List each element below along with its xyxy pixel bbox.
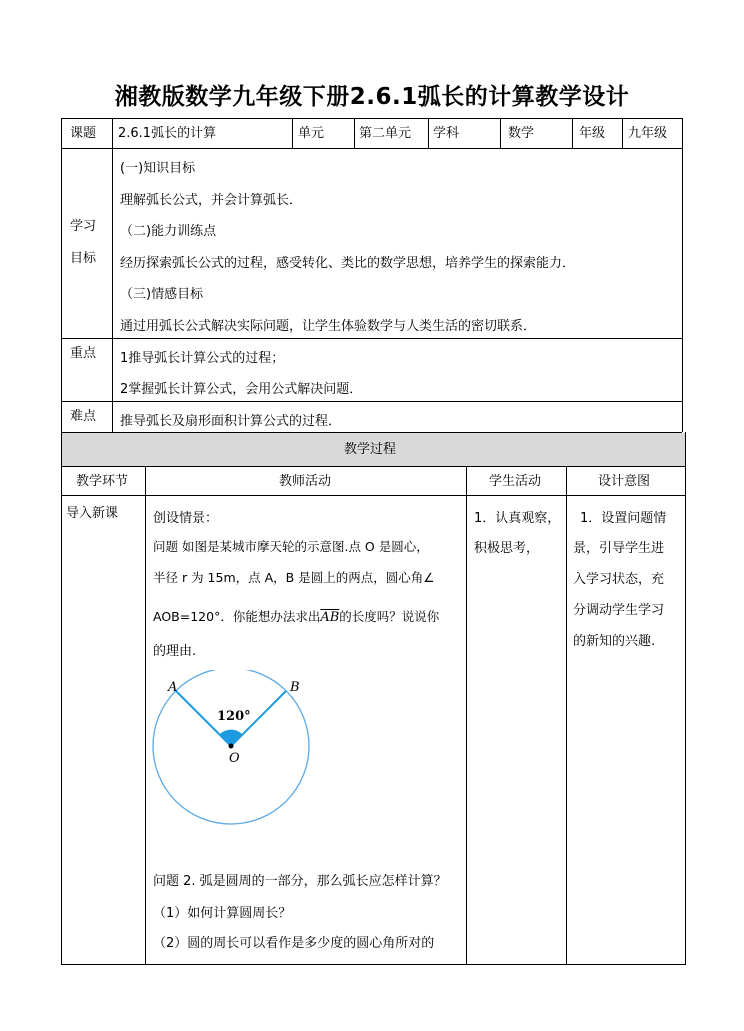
unit-value: 第二单元 xyxy=(359,126,412,141)
angle-label: 120° xyxy=(217,709,251,724)
objective-line: 理解弧长公式，并会计算弧长． xyxy=(120,193,303,208)
topic-value: 2.6.1弧长的计算 xyxy=(118,126,217,141)
point-o-label: O xyxy=(229,751,240,766)
teacher-line xyxy=(153,607,439,625)
design-line: 景，引导学生进 xyxy=(573,541,665,556)
col-stage-header: 教学环节 xyxy=(76,474,129,489)
key-point-line: 1推导弧长计算公式的过程； xyxy=(120,351,285,366)
arc-ab-label: $\overline{AB}$ xyxy=(320,610,340,625)
design-line: 1．设置问题情 xyxy=(580,511,667,526)
student-line: 积极思考， xyxy=(474,541,540,556)
stage-label: 导入新课 xyxy=(66,506,119,521)
col-teacher-header: 教师活动 xyxy=(279,474,332,489)
teacher-line-4-head: AOB=120°．你能想办法求出 xyxy=(153,609,321,624)
objective-line: (一)知识目标 xyxy=(120,161,196,176)
key-points-label: 重点 xyxy=(70,346,97,361)
col-design-header: 设计意图 xyxy=(598,474,651,489)
teacher-line-4-tail: 的长度吗？说说你 xyxy=(339,609,440,624)
point-b-label: B xyxy=(290,680,300,695)
objective-line: 经历探索弧长公式的过程，感受转化、类比的数学思想，培养学生的探索能力． xyxy=(120,256,576,271)
design-line: 分调动学生学习 xyxy=(573,603,665,618)
subject-value: 数学 xyxy=(508,126,535,141)
teacher-line: 创设情景： xyxy=(153,511,219,526)
teacher-line: 问题 如图是某城市摩天轮的示意图.点 O 是圆心， xyxy=(153,539,429,554)
difficulty-label: 难点 xyxy=(70,409,97,424)
process-header: 教学过程 xyxy=(344,442,397,457)
document-title: 湘教版数学九年级下册2.6.1弧长的计算教学设计 xyxy=(114,84,630,110)
objectives-label-2: 目标 xyxy=(70,251,97,266)
difficulty-text: 推导弧长及扇形面积计算公式的过程． xyxy=(120,414,342,429)
point-a-label: A xyxy=(168,680,178,695)
teacher-line: （2）圆的周长可以看作是多少度的圆心角所对的 xyxy=(153,936,435,951)
ferris-wheel-figure xyxy=(150,670,320,830)
teacher-line: 问题 2. 弧是圆周的一部分，那么弧长应怎样计算？ xyxy=(153,874,447,889)
student-line: 1．认真观察， xyxy=(474,511,561,526)
objective-line: 通过用弧长公式解决实际问题，让学生体验数学与人类生活的密切联系． xyxy=(120,319,537,334)
design-line: 的新知的兴趣. xyxy=(573,634,656,649)
grade-value: 九年级 xyxy=(628,126,668,141)
unit-label: 单元 xyxy=(298,126,325,141)
center-point xyxy=(229,744,234,749)
teacher-line: 的理由. xyxy=(153,644,197,659)
objectives-label-1: 学习 xyxy=(70,219,97,234)
teacher-line: 半径 r 为 15m，点 A，B 是圆上的两点，圆心角∠ xyxy=(153,570,435,585)
teacher-line: （1）如何计算圆周长？ xyxy=(153,906,292,921)
col-student-header: 学生活动 xyxy=(489,474,542,489)
grade-label: 年级 xyxy=(579,126,606,141)
topic-label: 课题 xyxy=(70,126,97,141)
objective-line: （二)能力训练点 xyxy=(120,224,217,239)
subject-label: 学科 xyxy=(433,126,460,141)
objective-line: （三)情感目标 xyxy=(120,287,204,302)
key-point-line: 2掌握弧长计算公式，会用公式解决问题． xyxy=(120,382,363,397)
design-line: 入学习状态，充 xyxy=(573,572,665,587)
